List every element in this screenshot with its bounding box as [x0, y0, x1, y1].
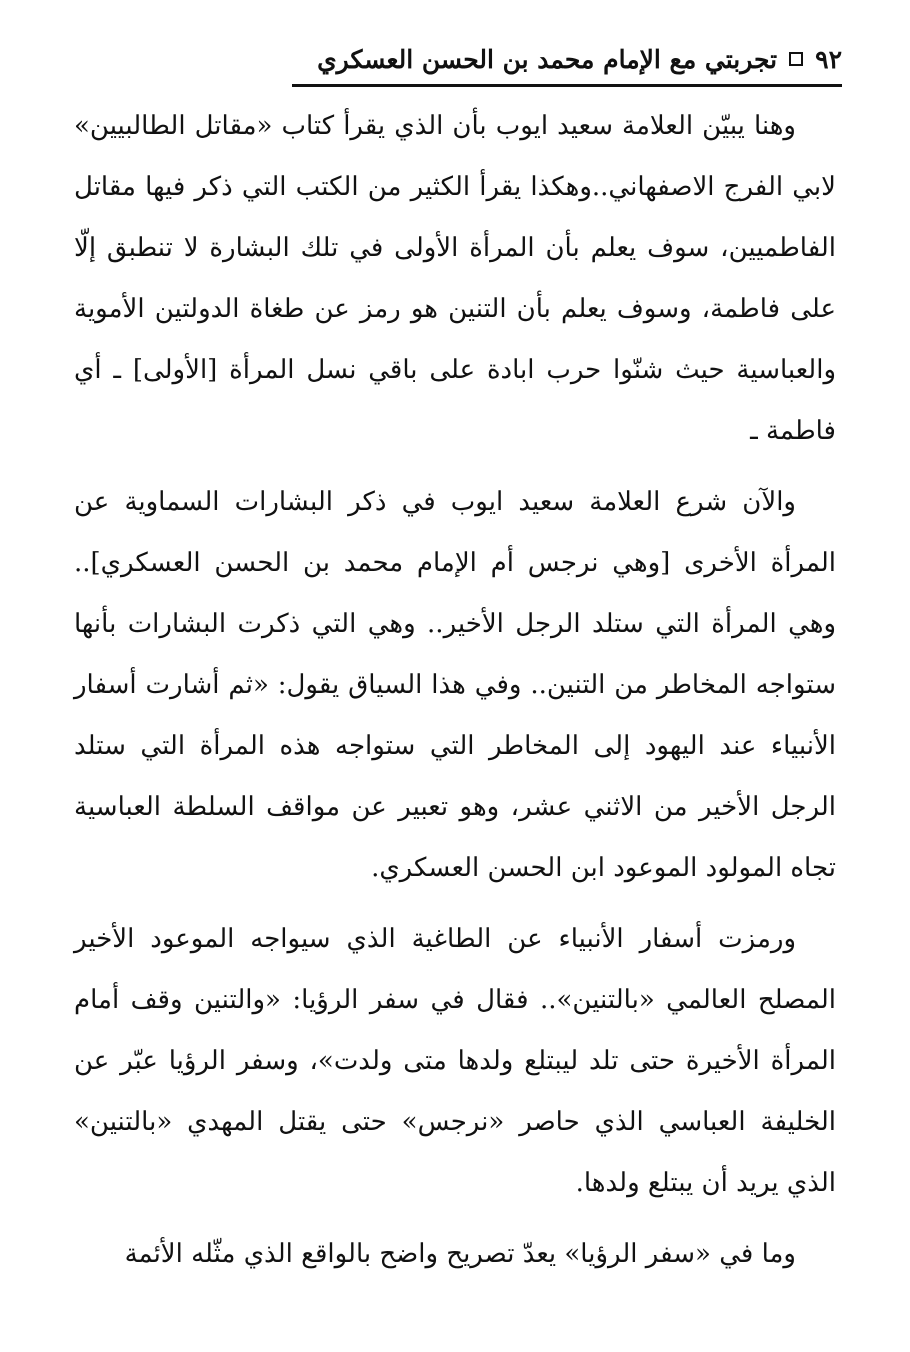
- body-text: [74, 96, 836, 1295]
- square-bullet-icon: [789, 52, 803, 66]
- paragraph-4: وما في «سفر الرؤيا» يعدّ تصريح واضح بالواقع الذي مثّله الأئمة: [124, 1239, 796, 1269]
- paragraph-2: والآن شرع العلامة سعيد ايوب في ذكر البشارات السماوية عن المرأة الأخرى [وهي نرجس أم الإمام محمد بن الحسن العسكري].. وهي المرأة التي ستلد الرجل الأخير.. وهي التي ذكرت البشارات بأنها ستواجه المخاطر من التنين.. وفي هذا السياق يقول: «ثم أشارت أسفار الأنبياء عند اليهود إلى المخاطر التي ستواجه هذه المرأة التي ستلد الرجل الأخير من الاثني عشر، وهو تعبير عن مواقف السلطة العباسية تجاه المولود الموعود ابن الحسن العسكري.: [74, 487, 837, 883]
- paragraph-3: ورمزت أسفار الأنبياء عن الطاغية الذي سيواجه الموعود الأخير المصلح العالمي «بالتنين».. فقال في سفر الرؤيا: «والتنين وقف أمام المرأة الأخيرة حتى تلد ليبتلع ولدها متى ولدت»، وسفر الرؤيا عبّر عن الخليفة العباسي الذي حاصر «نرجس» حتى يقتل المهدي «بالتنين» الذي يريد أن يبتلع ولدها.: [74, 924, 836, 1198]
- header-divider: [292, 84, 842, 87]
- running-header: [292, 36, 842, 82]
- paragraph-1: وهنا يبيّن العلامة سعيد ايوب بأن الذي يقرأ كتاب «مقاتل الطالبيين» لابي الفرج الاصفهاني..وهكذا يقرأ الكثير من الكتب التي ذكر فيها مقاتل الفاطميين، سوف يعلم بأن المرأة الأولى في تلك البشارة لا تنطبق إلّا على فاطمة، وسوف يعلم بأن التنين هو رمز عن طغاة الدولتين الأموية والعباسية حيث شنّوا حرب ابادة على باقي نسل المرأة [الأولى] ـ أي فاطمة ـ: [74, 111, 836, 446]
- book-title: تجربتي مع الإمام محمد بن الحسن العسكري: [317, 44, 778, 74]
- page-number: ٩٢: [815, 44, 842, 74]
